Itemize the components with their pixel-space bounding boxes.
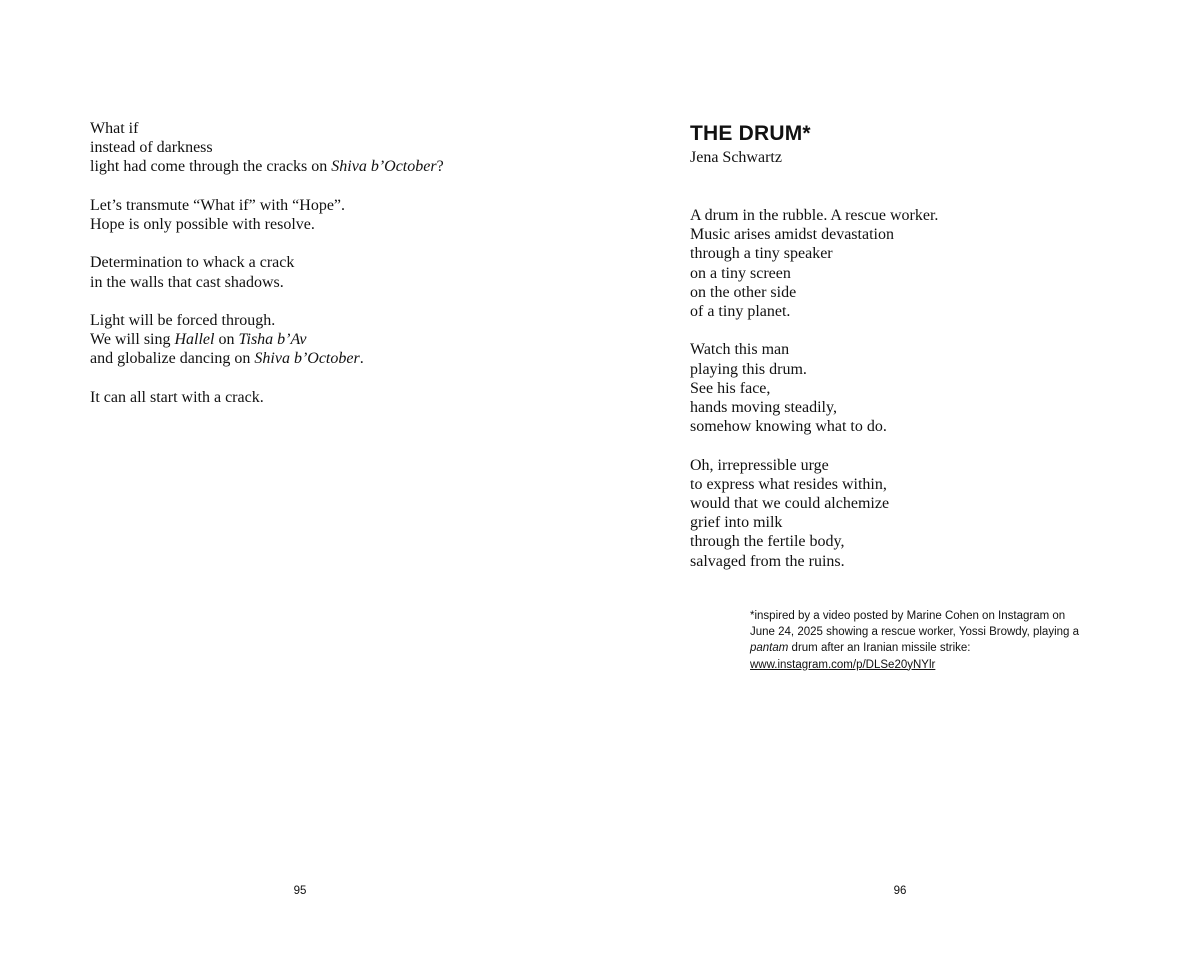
text-segment: Music arises amidst devastation (690, 226, 894, 244)
text-segment: would that we could alchemize (690, 495, 890, 513)
page-number: 95 (293, 885, 307, 897)
poem-line (690, 264, 938, 283)
stanza (690, 456, 938, 571)
text-segment: salvaged from the ruins. (690, 552, 845, 570)
poem-line (90, 311, 444, 330)
text-segment: ? (436, 158, 444, 176)
poem-line (690, 494, 938, 513)
poem-line (690, 398, 938, 417)
footnote-line: *inspired by a video posted by Marine Cohen on Instagram on (750, 610, 1066, 622)
text-segment: hands moving steadily, (690, 399, 837, 417)
text-segment: It can all start with a crack. (90, 388, 264, 406)
text-segment: through a tiny speaker (690, 245, 833, 263)
italic-text: Shiva b’October (254, 350, 360, 368)
poem-line (690, 456, 938, 475)
poem-line (90, 330, 444, 349)
text-segment: Let’s transmute “What if” with “Hope”. (90, 196, 346, 214)
text-segment: on (214, 331, 239, 349)
poem-text (690, 206, 938, 571)
poem-line (690, 475, 938, 494)
text-segment: and globalize dancing on (90, 350, 255, 368)
footnote (750, 608, 1110, 673)
poem-title: THE DRUM* (690, 122, 811, 145)
poem-text (90, 119, 444, 407)
text-segment: Oh, irrepressible urge (690, 456, 829, 474)
poem-line (690, 360, 938, 379)
poem-line (690, 513, 938, 532)
poem-line (690, 340, 938, 359)
poem-line (690, 244, 938, 263)
italic-text: Hallel (174, 331, 215, 349)
poem-line (90, 157, 444, 176)
poem-line (690, 379, 938, 398)
text-segment: instead of darkness (90, 139, 213, 157)
stanza (90, 119, 444, 177)
text-segment: in the walls that cast shadows. (90, 273, 284, 291)
right-page (600, 0, 1200, 960)
text-segment: Light will be forced through. (90, 311, 276, 329)
poem-line (90, 215, 444, 234)
stanza (90, 196, 444, 234)
page-number: 96 (893, 885, 907, 897)
poem-line (690, 417, 938, 436)
text-segment: light had come through the cracks on (90, 158, 332, 176)
stanza (90, 388, 444, 407)
text-segment: Determination to whack a crack (90, 254, 295, 272)
poem-line (90, 119, 444, 138)
poem-author: Jena Schwartz (690, 149, 782, 166)
text-segment: through the fertile body, (690, 533, 845, 551)
instagram-link[interactable]: www.instagram.com/p/DLSe20yNYlr (750, 658, 936, 671)
text-segment: . (359, 350, 364, 368)
poem-line (90, 388, 444, 407)
text-segment: somehow knowing what to do. (690, 418, 887, 436)
text-segment: See his face, (690, 379, 771, 397)
stanza (90, 311, 444, 369)
italic-text: Shiva b’October (331, 158, 437, 176)
text-segment: A drum in the rubble. A rescue worker. (690, 207, 939, 224)
text-segment: on the other side (690, 283, 797, 301)
poem-line (90, 273, 444, 292)
footnote-line (750, 640, 1110, 656)
italic-text: Tisha b’Av (238, 331, 307, 349)
text-segment: What if (90, 120, 139, 137)
text-segment: Watch this man (690, 341, 790, 359)
footnote-line: June 24, 2025 showing a rescue worker, Yossi Browdy, playing a (750, 626, 1080, 639)
poem-line (90, 196, 444, 215)
poem-line (690, 225, 938, 244)
text-segment: We will sing (90, 331, 175, 349)
stanza (690, 340, 938, 436)
poem-line (90, 253, 444, 272)
text-segment: grief into milk (690, 514, 783, 532)
poem-line (690, 532, 938, 551)
text-segment: of a tiny planet. (690, 303, 791, 321)
footnote-italic: pantam (750, 642, 789, 655)
poem-line (690, 283, 938, 302)
stanza (690, 206, 938, 321)
poem-line (690, 552, 938, 571)
footnote-line (750, 657, 1110, 673)
text-segment: on a tiny screen (690, 264, 791, 282)
poem-line (690, 302, 938, 321)
poem-line (690, 206, 938, 225)
poem-line (90, 349, 444, 368)
stanza (90, 253, 444, 291)
text-segment: playing this drum. (690, 360, 807, 378)
text-segment: Hope is only possible with resolve. (90, 216, 315, 233)
text-segment: to express what resides within, (690, 475, 887, 493)
footnote-text: drum after an Iranian missile strike: (788, 642, 971, 655)
poem-line (90, 138, 444, 157)
